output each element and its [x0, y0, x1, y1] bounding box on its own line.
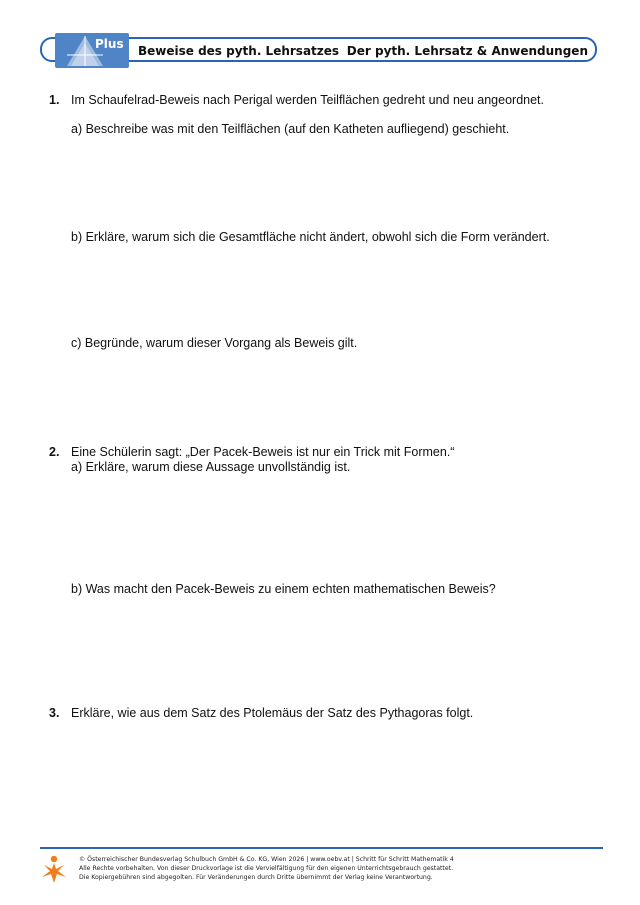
- task-2-number: 2.: [49, 445, 60, 459]
- task-2-part-a: a) Erkläre, warum diese Aussage unvollständig ist.: [71, 460, 351, 474]
- task-1-part-a: a) Beschreibe was mit den Teilflächen (auf den Katheten aufliegend) geschieht.: [71, 122, 510, 136]
- oebv-logo-icon: [40, 855, 68, 885]
- header-right-title: Der pyth. Lehrsatz & Anwendungen: [346, 44, 588, 58]
- footer-disclaimer: Die Kopiergebühren sind abgegolten. Für Veränderungen durch Dritte übernimmt der Verlag keine Verantwortung.: [79, 874, 433, 881]
- footer-rights: Alle Rechte vorbehalten. Von dieser Druckvorlage ist die Vervielfältigung für den eigenen Unterrichtsgebrauch gestattet.: [79, 865, 454, 872]
- footer-copyright: © Österreichischer Bundesverlag Schulbuch GmbH & Co. KG, Wien 2026 | www.oebv.at | Schritt für Schritt Mathematik 4: [79, 856, 454, 863]
- task-3-number: 3.: [49, 706, 60, 720]
- task-1-number: 1.: [49, 93, 60, 107]
- task-3-intro: Erkläre, wie aus dem Satz des Ptolemäus der Satz des Pythagoras folgt.: [71, 706, 474, 720]
- task-1-part-c: c) Begründe, warum dieser Vorgang als Beweis gilt.: [71, 336, 358, 350]
- task-1-part-b: b) Erkläre, warum sich die Gesamtfläche nicht ändert, obwohl sich die Form verändert.: [71, 230, 550, 244]
- header-left-title: Beweise des pyth. Lehrsatzes: [138, 44, 340, 58]
- footer-divider: [40, 847, 603, 849]
- task-1-intro: Im Schaufelrad-Beweis nach Perigal werden Teilflächen gedreht und neu angeordnet.: [71, 93, 544, 107]
- logo-text: Plus: [95, 37, 124, 51]
- plus-logo: [55, 33, 129, 68]
- task-2-part-b: b) Was macht den Pacek-Beweis zu einem echten mathematischen Beweis?: [71, 582, 496, 596]
- task-2-intro: Eine Schülerin sagt: „Der Pacek-Beweis ist nur ein Trick mit Formen.“: [71, 445, 455, 459]
